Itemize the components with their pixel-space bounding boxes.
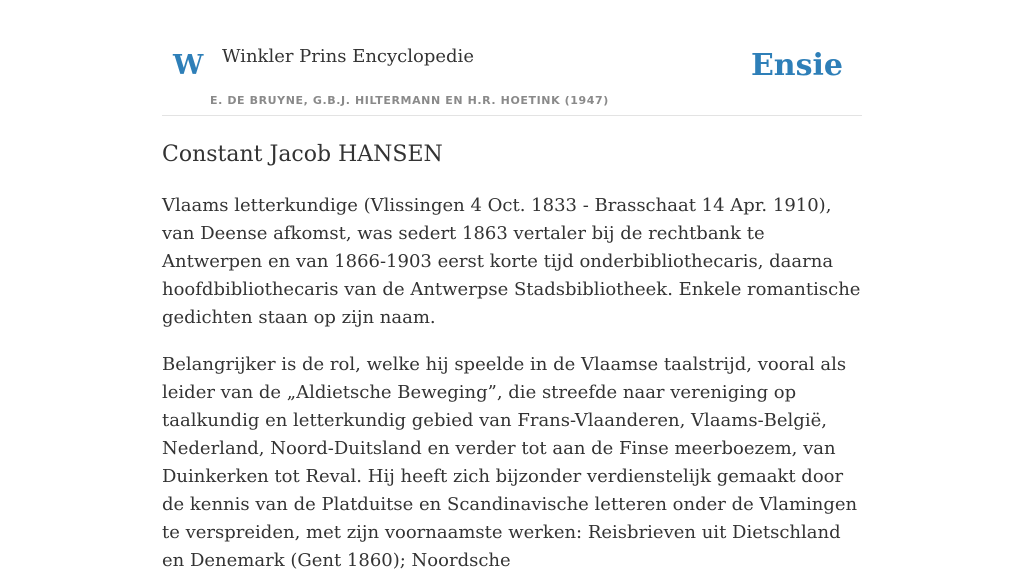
winkler-prins-logo[interactable]: W	[173, 50, 204, 81]
site-header	[162, 0, 862, 116]
book-title-link[interactable]: Winkler Prins Encyclopedie	[222, 46, 474, 67]
page	[162, 0, 862, 571]
article-paragraph-1: Vlaams letterkundige (Vlissingen 4 Oct. 1833 - Brasschaat 14 Apr. 1910), van Deense afkomst, was sedert 1863 vertaler bij de rechtbank te Antwerpen en van 1866-1903 eerst korte tijd onderbibliothecaris, daarna hoofdbibliothecaris van de Antwerpse Stadsbibliotheek. Enkele romantische gedichten staan op zijn naam.	[162, 195, 861, 328]
ensie-logo[interactable]: Ensie	[750, 48, 843, 83]
book-authors: E. DE BRUYNE, G.B.J. HILTERMANN EN H.R. HOETINK (1947)	[210, 94, 609, 107]
page-title: Constant Jacob HANSEN	[162, 142, 443, 167]
article-paragraph-2: Belangrijker is de rol, welke hij speelde in de Vlaamse taalstrijd, vooral als leider van de „Aldietsche Beweging”, die streefde naar vereniging op taalkundig en letterkundig gebied van Frans-Vlaanderen, Vlaams-België, Nederland, Noord-Duitsland en verder tot aan de Finse meerboezem, van Duinkerken tot Reval. Hij heeft zich bijzonder verdienstelijk gemaakt door de kennis van de Platduitse en Scandinavische letteren onder de Vlamingen te verspreiden, met zijn voornaamste werken: Reisbrieven uit Dietschland en Denemark (Gent 1860); Noordsche	[162, 354, 858, 571]
